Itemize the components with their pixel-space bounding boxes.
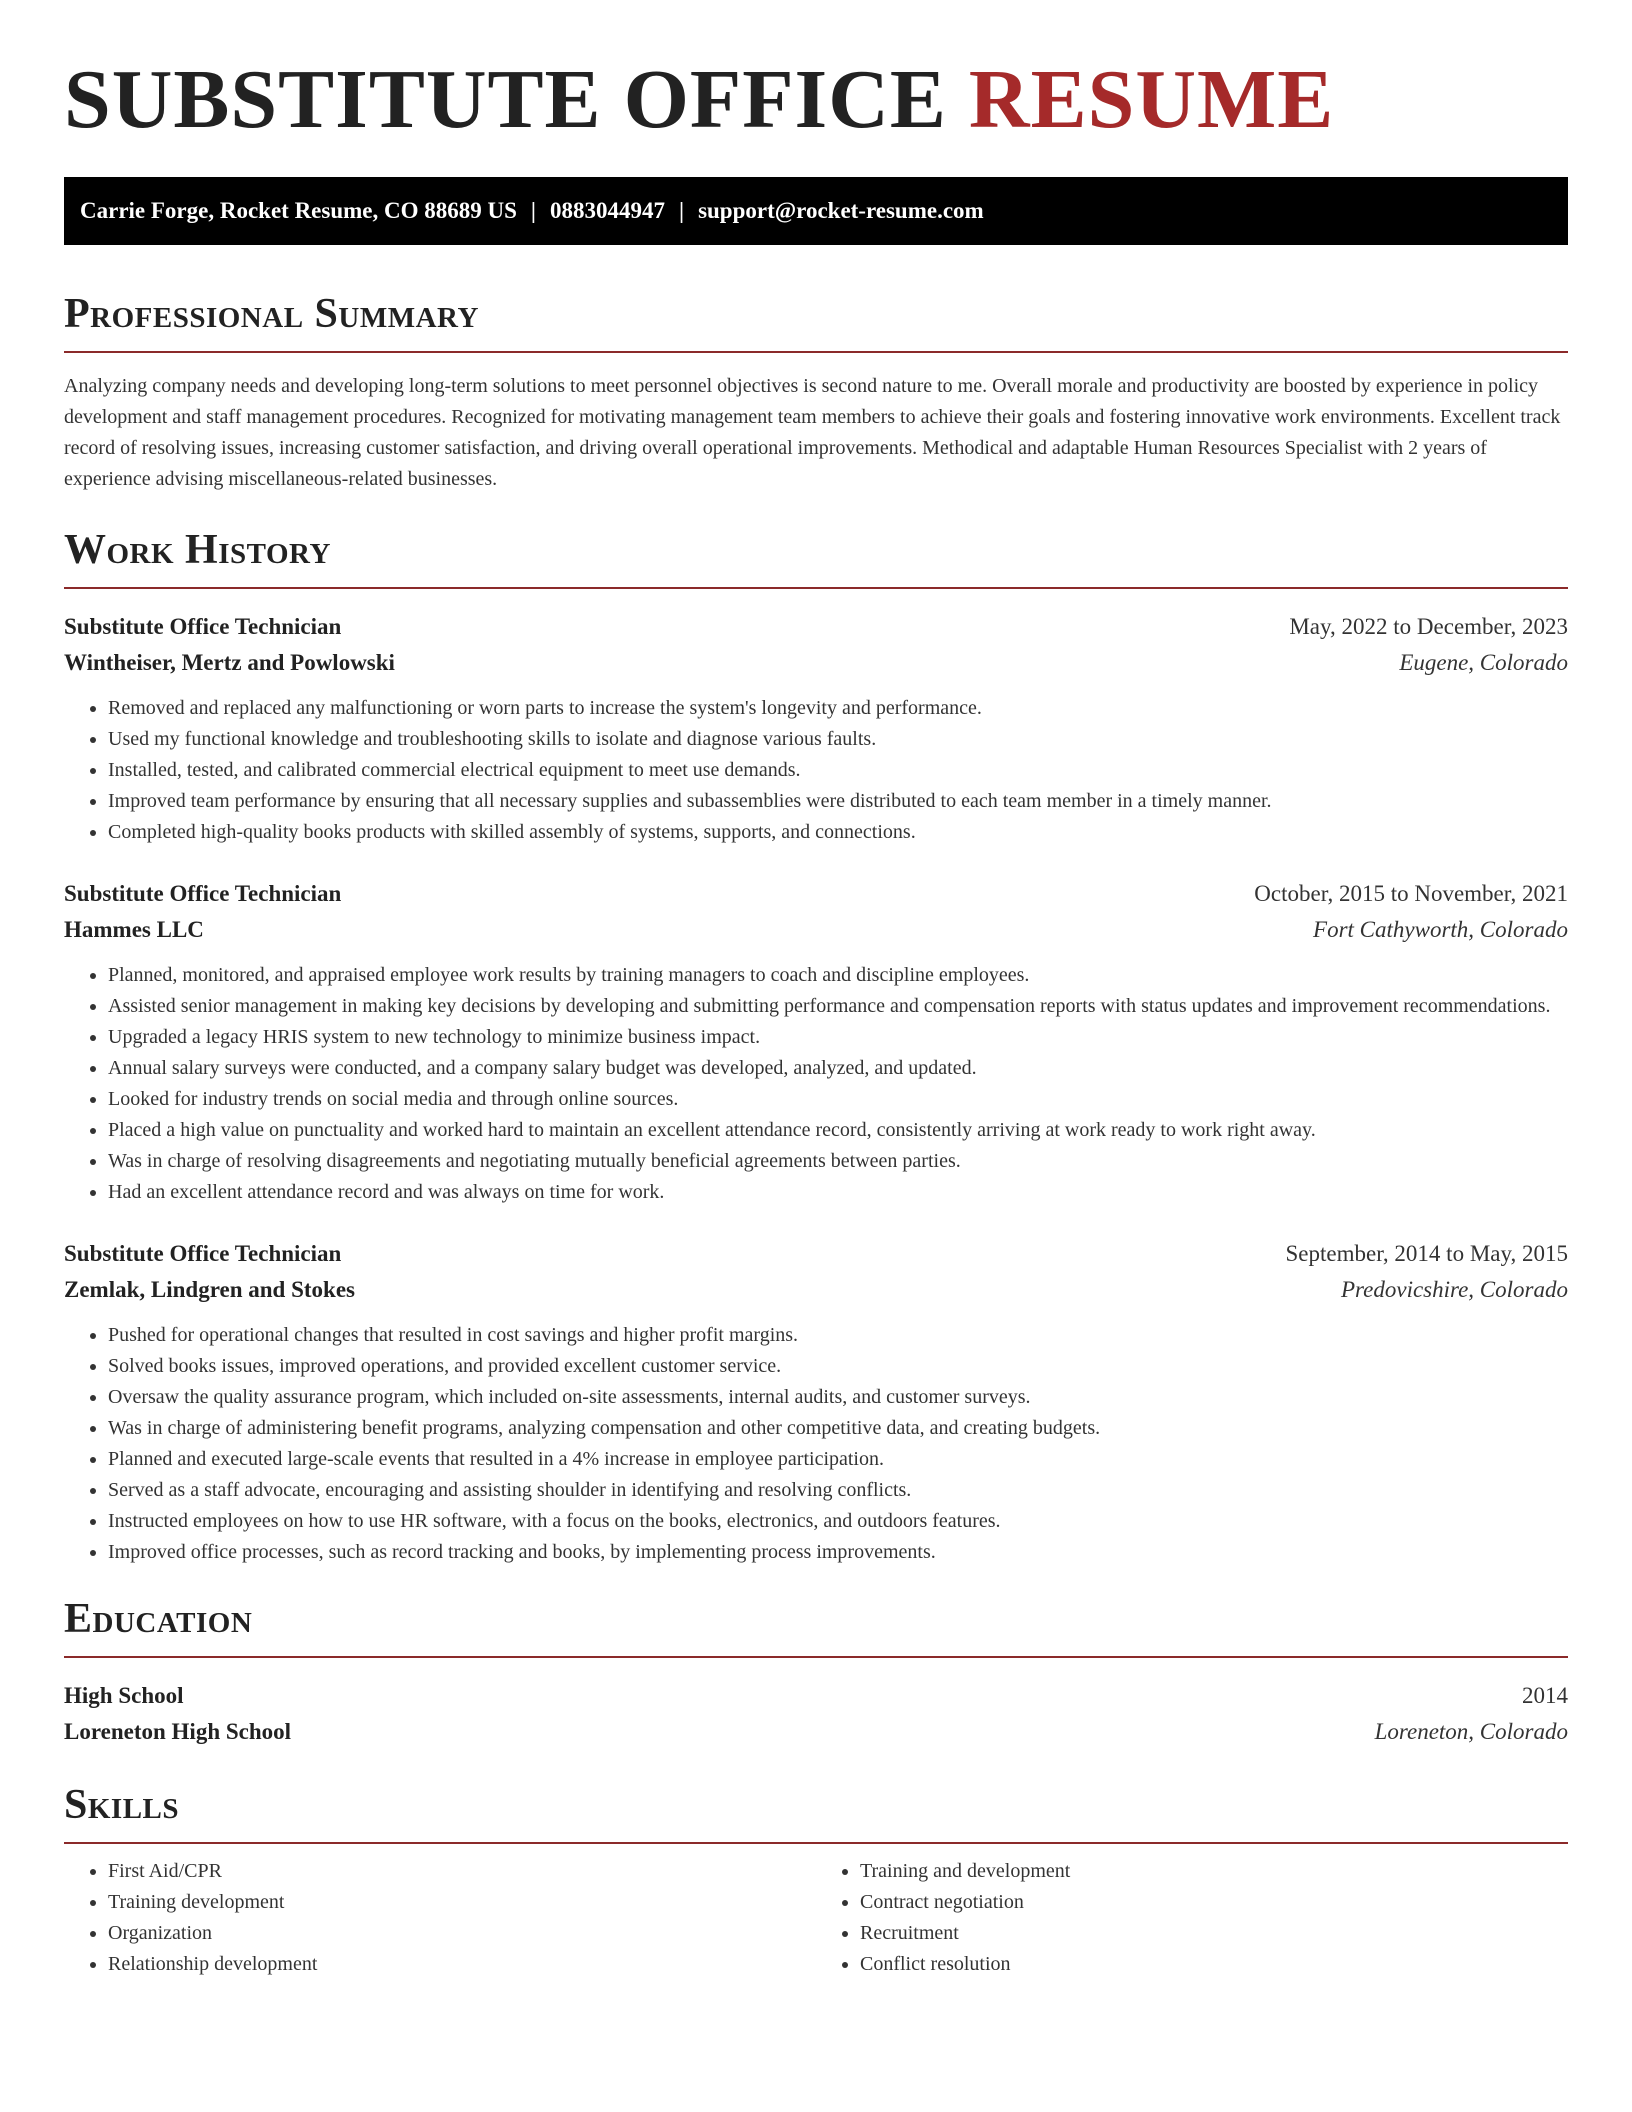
skills-section <box>64 1784 1568 1980</box>
job-bullet: • Solved books issues, improved operations, and provided excellent customer service. <box>108 1351 1568 1382</box>
work-history-section <box>64 529 1568 1568</box>
job-bullet: • Used my functional knowledge and troubleshooting skills to isolate and diagnose various faults. <box>108 724 1568 755</box>
job-company: Wintheiser, Mertz and Powlowski <box>64 650 395 675</box>
skill-item: • Organization <box>108 1918 816 1949</box>
job-title: Substitute Office Technician <box>64 881 342 906</box>
job-bullet: • Served as a staff advocate, encouraging and assisting shoulder in identifying and resolving conflicts. <box>108 1475 1568 1506</box>
job-dates: October, 2015 to November, 2021 <box>1254 881 1568 906</box>
job-bullet: • Removed and replaced any malfunctioning or worn parts to increase the system's longevity and performance. <box>108 693 1568 724</box>
education-location: Loreneton, Colorado <box>1374 1719 1568 1744</box>
skills-columns <box>64 1856 1568 1980</box>
skill-item: • First Aid/CPR <box>108 1856 816 1887</box>
education-heading: Education <box>64 1596 253 1642</box>
job-bullet: • Planned and executed large-scale events that resulted in a 4% increase in employee participation. <box>108 1444 1568 1475</box>
job-company: Zemlak, Lindgren and Stokes <box>64 1277 355 1302</box>
education-school: Loreneton High School <box>64 1719 292 1744</box>
skill-item: • Recruitment <box>860 1918 1568 1949</box>
job-location: Predovicshire, Colorado <box>1341 1277 1568 1302</box>
job-entry <box>64 1236 1568 1568</box>
section-divider <box>64 1842 1568 1844</box>
skill-item: • Conflict resolution <box>860 1949 1568 1980</box>
contact-address: Carrie Forge, Rocket Resume, CO 88689 US <box>80 198 517 223</box>
job-dates: September, 2014 to May, 2015 <box>1285 1241 1568 1266</box>
job-bullet: • Pushed for operational changes that resulted in cost savings and higher profit margins. <box>108 1320 1568 1351</box>
job-bullet: • Installed, tested, and calibrated commercial electrical equipment to meet use demands. <box>108 755 1568 786</box>
skill-item: • Relationship development <box>108 1949 816 1980</box>
work-history-heading: Work History <box>64 527 331 573</box>
contact-phone: 0883044947 <box>549 198 665 223</box>
education-degree: High School <box>64 1683 184 1708</box>
education-year: 2014 <box>1522 1683 1568 1708</box>
section-divider <box>64 351 1568 353</box>
job-bullet: • Completed high-quality books products with skilled assembly of systems, supports, and connections. <box>108 817 1568 848</box>
contact-separator: | <box>678 198 685 223</box>
skill-item: • Training development <box>108 1887 816 1918</box>
skill-item: • Contract negotiation <box>860 1887 1568 1918</box>
skills-list-left <box>64 1856 816 1980</box>
job-bullets <box>64 960 1568 1208</box>
job-bullet: • Oversaw the quality assurance program, which included on-site assessments, internal audits, and customer surveys. <box>108 1382 1568 1413</box>
contact-email: support@rocket-resume.com <box>698 198 984 223</box>
summary-heading: Professional Summary <box>64 291 479 337</box>
job-bullets <box>64 693 1568 848</box>
education-section <box>64 1598 1568 1750</box>
job-company: Hammes LLC <box>64 917 204 942</box>
job-bullet: • Annual salary surveys were conducted, and a company salary budget was developed, analyzed, and updated. <box>108 1053 1568 1084</box>
summary-section <box>64 293 1568 495</box>
job-bullet: • Was in charge of administering benefit programs, analyzing compensation and other competitive data, and creating budgets. <box>108 1413 1568 1444</box>
job-bullet: • Looked for industry trends on social media and through online sources. <box>108 1084 1568 1115</box>
job-bullet: • Placed a high value on punctuality and worked hard to maintain an excellent attendance record, consistently arriving at work ready to work right away. <box>108 1115 1568 1146</box>
job-bullet: • Improved office processes, such as record tracking and books, by implementing process improvements. <box>108 1537 1568 1568</box>
job-title: Substitute Office Technician <box>64 1241 342 1266</box>
job-bullets <box>64 1320 1568 1568</box>
resume-title <box>64 0 1568 146</box>
job-entry <box>64 876 1568 1208</box>
skills-heading: Skills <box>64 1782 180 1828</box>
section-divider <box>64 587 1568 589</box>
job-bullet: • Instructed employees on how to use HR software, with a focus on the books, electronics, and outdoors features. <box>108 1506 1568 1537</box>
job-location: Fort Cathyworth, Colorado <box>1313 917 1568 942</box>
job-entry <box>64 609 1568 848</box>
skill-item: • Training and development <box>860 1856 1568 1887</box>
skills-list-right <box>816 1856 1568 1980</box>
title-main: SUBSTITUTE OFFICE <box>64 53 947 146</box>
job-title: Substitute Office Technician <box>64 614 342 639</box>
job-bullet: • Upgraded a legacy HRIS system to new technology to minimize business impact. <box>108 1022 1568 1053</box>
contact-separator: | <box>530 198 536 223</box>
job-bullet: • Had an excellent attendance record and was always on time for work. <box>108 1177 1568 1208</box>
job-bullet: • Assisted senior management in making key decisions by developing and submitting performance and compensation reports with status updates and improvement recommendations. <box>108 991 1568 1022</box>
job-bullet: • Planned, monitored, and appraised employee work results by training managers to coach and discipline employees. <box>108 960 1568 991</box>
summary-text: Analyzing company needs and developing long-term solutions to meet personnel objectives is second nature to me. Overall morale and productivity are boosted by experience in policy development and staff management procedures. Recognized for motivating management team members to achieve their goals and fostering innovative work environments. Excellent track record of resolving issues, increasing customer satisfaction, and driving overall operational improvements. Methodical and adaptable Human Resources Specialist with 2 years of experience advising miscellaneous-related businesses. <box>64 375 1561 490</box>
job-location: Eugene, Colorado <box>1399 650 1568 675</box>
section-divider <box>64 1656 1568 1658</box>
title-accent: RESUME <box>968 53 1335 146</box>
job-bullet: • Improved team performance by ensuring that all necessary supplies and subassemblies were distributed to each team member in a timely manner. <box>108 786 1568 817</box>
job-dates: May, 2022 to December, 2023 <box>1289 614 1568 639</box>
contact-bar <box>64 177 1568 245</box>
job-bullet: • Was in charge of resolving disagreements and negotiating mutually beneficial agreements between parties. <box>108 1146 1568 1177</box>
